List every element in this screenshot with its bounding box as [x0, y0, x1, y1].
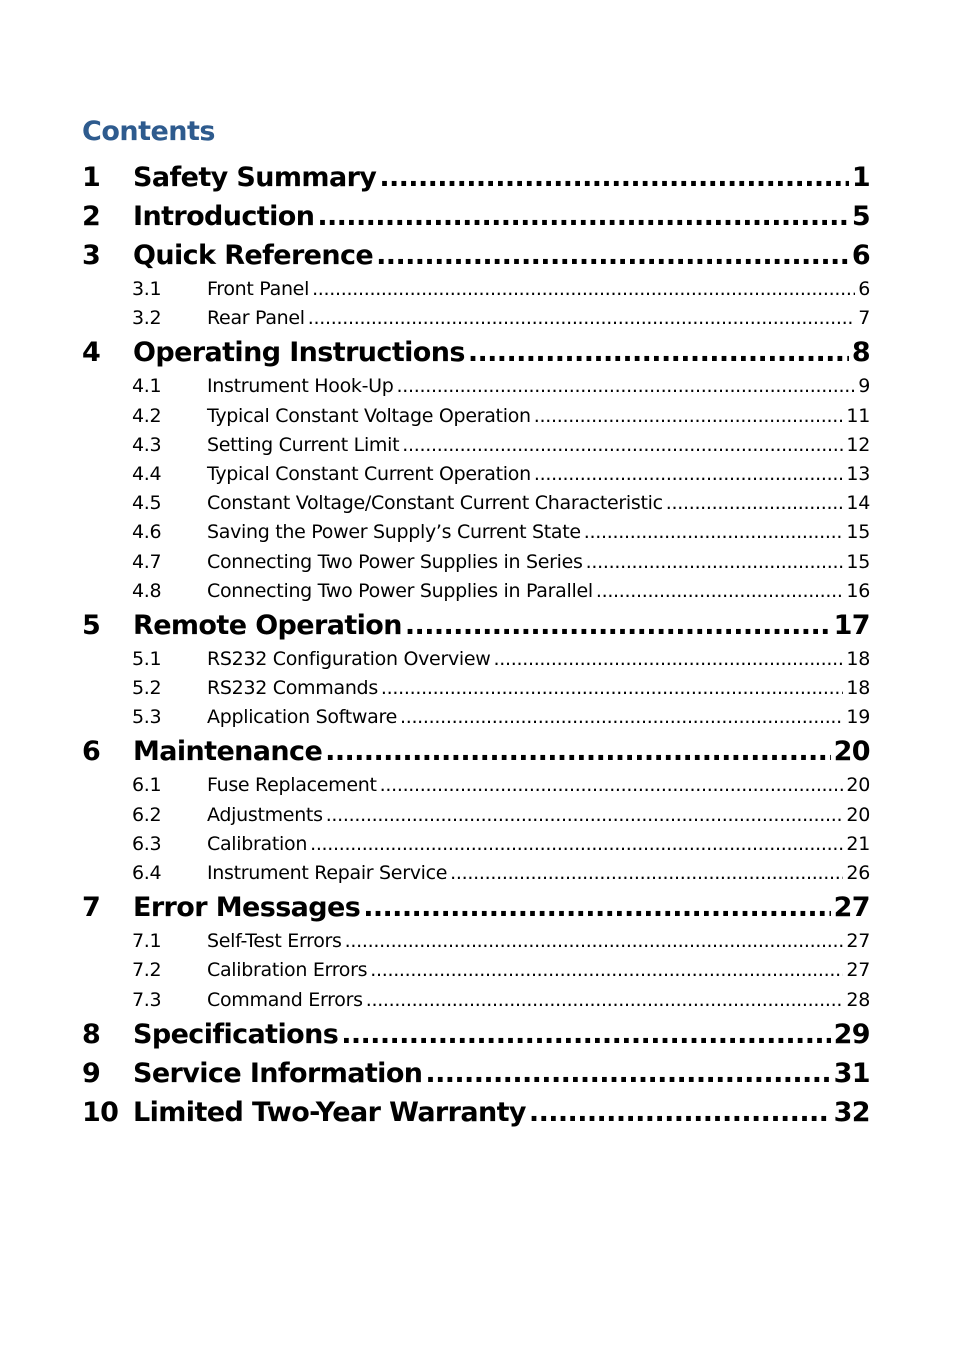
- toc-entry-number: 5.1: [132, 647, 162, 670]
- toc-entry-title: Application Software: [207, 706, 397, 729]
- toc-chapter-entry[interactable]: [82, 197, 870, 236]
- toc-entry-number: 5.3: [132, 706, 162, 729]
- dot-leader: [326, 801, 844, 830]
- toc-entry-page-number: 27: [846, 959, 870, 982]
- toc-entry-title: Rear Panel: [207, 307, 305, 330]
- toc-entry-number: 7.3: [132, 988, 162, 1011]
- toc-entry-page-number: 11: [846, 404, 870, 427]
- toc-entry-number: 4.3: [132, 433, 162, 456]
- toc-entry-page-number: 12: [846, 433, 870, 456]
- toc-entry-number: 6.3: [132, 832, 162, 855]
- toc-entry-page-number: 31: [833, 1057, 870, 1089]
- contents-heading: Contents: [82, 116, 216, 147]
- dot-leader: [317, 197, 848, 236]
- dot-leader: [366, 986, 844, 1015]
- toc-entry-number: 5: [82, 609, 101, 641]
- dot-leader: [308, 304, 855, 333]
- toc-section-entry[interactable]: [82, 771, 870, 800]
- toc-entry-page-number: 8: [851, 337, 870, 369]
- toc-section-entry[interactable]: [82, 674, 870, 703]
- toc-entry-title: Instrument Repair Service: [207, 862, 448, 884]
- toc-section-entry[interactable]: [82, 986, 870, 1015]
- toc-entry-number: 4.7: [132, 550, 162, 573]
- toc-entry-title: Service Information: [133, 1057, 423, 1089]
- dot-leader: [529, 1093, 831, 1132]
- dot-leader: [312, 275, 855, 304]
- toc-entry-number: 7.2: [132, 959, 162, 982]
- toc-entry-title: Connecting Two Power Supplies in Parallel: [207, 579, 593, 602]
- toc-section-entry[interactable]: [82, 402, 870, 431]
- toc-entry-number: 1: [82, 162, 101, 193]
- toc-entry-title: Constant Voltage/Constant Current Characteristic: [207, 492, 663, 515]
- toc-section-entry[interactable]: [82, 859, 870, 888]
- toc-chapter-entry[interactable]: [82, 1054, 870, 1093]
- toc-entry-number: 6.1: [132, 774, 162, 797]
- toc-chapter-entry[interactable]: [82, 1093, 870, 1132]
- toc-entry-number: 4.2: [132, 404, 162, 427]
- toc-entry-title: Typical Constant Voltage Operation: [207, 404, 531, 427]
- toc-entry-title: Remote Operation: [133, 609, 402, 641]
- toc-entry-title: RS232 Commands: [207, 677, 378, 700]
- toc-entry-number: 7.1: [132, 930, 162, 953]
- toc-entry-title: Connecting Two Power Supplies in Series: [207, 550, 583, 573]
- toc-entry-page-number: 27: [833, 892, 870, 924]
- toc-section-entry[interactable]: [82, 956, 870, 985]
- toc-entry-page-number: 13: [846, 462, 870, 485]
- toc-entry-title: Command Errors: [207, 988, 363, 1011]
- toc-entry-number: 4.6: [132, 521, 162, 544]
- toc-entry-page-number: 14: [846, 492, 870, 515]
- toc-section-entry[interactable]: [82, 927, 870, 956]
- toc-entry-title: Typical Constant Current Operation: [207, 462, 531, 485]
- dot-leader: [584, 518, 844, 547]
- toc-entry-page-number: 21: [846, 832, 870, 855]
- dot-leader: [370, 956, 843, 985]
- toc-entry-page-number: 6: [858, 278, 870, 300]
- dot-leader: [376, 236, 849, 275]
- toc-chapter-entry[interactable]: [82, 158, 870, 197]
- toc-section-entry[interactable]: [82, 645, 870, 674]
- toc-entry-number: 6: [82, 736, 101, 768]
- toc-entry-page-number: 1: [851, 162, 870, 193]
- toc-section-entry[interactable]: [82, 830, 870, 859]
- toc-section-entry[interactable]: [82, 304, 870, 333]
- toc-entry-number: 4: [82, 337, 101, 369]
- toc-entry-title: Saving the Power Supply’s Current State: [207, 521, 581, 544]
- dot-leader: [400, 703, 843, 732]
- dot-leader: [325, 732, 830, 771]
- toc-entry-page-number: 7: [858, 307, 870, 330]
- toc-entry-number: 4.4: [132, 462, 162, 485]
- toc-entry-title: Instrument Hook-Up: [207, 375, 394, 398]
- toc-entry-title: Setting Current Limit: [207, 433, 400, 456]
- dot-leader: [379, 158, 849, 197]
- toc-entry-page-number: 20: [833, 736, 870, 768]
- toc-entry-number: 4.5: [132, 492, 162, 515]
- dot-leader: [534, 402, 844, 431]
- dot-leader: [586, 548, 844, 577]
- toc-entry-page-number: 19: [846, 706, 870, 729]
- dot-leader: [380, 771, 844, 800]
- dot-leader: [596, 577, 844, 606]
- toc-section-entry[interactable]: [82, 489, 870, 518]
- toc-section-entry[interactable]: [82, 801, 870, 830]
- toc-section-entry[interactable]: [82, 548, 870, 577]
- toc-chapter-entry[interactable]: [82, 333, 870, 372]
- toc-entry-title: Specifications: [133, 1018, 339, 1050]
- toc-entry-title: RS232 Configuration Overview: [207, 647, 491, 670]
- dot-leader: [534, 460, 844, 489]
- toc-section-entry[interactable]: [82, 460, 870, 489]
- toc-entry-title: Front Panel: [207, 278, 310, 300]
- dot-leader: [402, 431, 843, 460]
- toc-entry-number: 9: [82, 1057, 101, 1089]
- toc-entry-page-number: 18: [846, 647, 870, 670]
- toc-entry-page-number: 16: [846, 579, 870, 602]
- toc-section-entry[interactable]: [82, 372, 870, 401]
- toc-entry-title: Maintenance: [133, 736, 323, 768]
- toc-chapter-entry[interactable]: [82, 888, 870, 927]
- toc-entry-number: 3.1: [132, 278, 162, 300]
- dot-leader: [345, 927, 844, 956]
- toc-section-entry[interactable]: [82, 703, 870, 732]
- toc-section-entry[interactable]: [82, 577, 870, 606]
- toc-entry-number: 10: [82, 1096, 119, 1128]
- toc-entry-title: Calibration: [207, 832, 308, 855]
- toc-entry-number: 3.2: [132, 307, 162, 330]
- toc-entry-page-number: 20: [846, 803, 870, 826]
- toc-entry-number: 6.2: [132, 803, 162, 826]
- toc-entry-title: Operating Instructions: [133, 337, 465, 369]
- toc-entry-title: Introduction: [133, 201, 315, 232]
- toc-entry-page-number: 15: [846, 550, 870, 573]
- toc-entry-number: 4.8: [132, 579, 162, 602]
- table-of-contents: [82, 158, 870, 1132]
- dot-leader: [468, 333, 849, 372]
- toc-entry-number: 3: [82, 240, 101, 271]
- toc-entry-title: Fuse Replacement: [207, 774, 377, 797]
- toc-entry-page-number: 32: [833, 1096, 870, 1128]
- toc-entry-page-number: 18: [846, 677, 870, 700]
- dot-leader: [341, 1015, 830, 1054]
- toc-entry-page-number: 15: [846, 521, 870, 544]
- toc-entry-number: 6.4: [132, 862, 162, 884]
- toc-chapter-entry[interactable]: [82, 606, 870, 645]
- toc-entry-page-number: 6: [851, 240, 870, 271]
- toc-entry-number: 7: [82, 892, 101, 924]
- dot-leader: [450, 859, 843, 888]
- toc-entry-title: Self-Test Errors: [207, 930, 342, 953]
- toc-section-entry[interactable]: [82, 275, 870, 304]
- toc-entry-page-number: 9: [858, 375, 870, 398]
- dot-leader: [666, 489, 844, 518]
- toc-entry-title: Quick Reference: [133, 240, 374, 271]
- dot-leader: [310, 830, 843, 859]
- toc-section-entry[interactable]: [82, 431, 870, 460]
- toc-chapter-entry[interactable]: [82, 236, 870, 275]
- toc-entry-page-number: 26: [846, 862, 870, 884]
- dot-leader: [405, 606, 831, 645]
- toc-entry-title: Error Messages: [133, 892, 361, 924]
- toc-entry-number: 8: [82, 1018, 101, 1050]
- toc-entry-page-number: 20: [846, 774, 870, 797]
- toc-entry-title: Limited Two-Year Warranty: [133, 1096, 526, 1128]
- toc-entry-page-number: 27: [846, 930, 870, 953]
- toc-entry-number: 5.2: [132, 677, 162, 700]
- toc-entry-page-number: 28: [846, 988, 870, 1011]
- toc-entry-page-number: 17: [833, 609, 870, 641]
- toc-entry-number: 4.1: [132, 375, 162, 398]
- toc-entry-title: Safety Summary: [133, 162, 377, 193]
- dot-leader: [381, 674, 844, 703]
- dot-leader: [494, 645, 844, 674]
- toc-section-entry[interactable]: [82, 518, 870, 547]
- toc-entry-title: Adjustments: [207, 803, 323, 826]
- toc-chapter-entry[interactable]: [82, 1015, 870, 1054]
- toc-entry-page-number: 29: [833, 1018, 870, 1050]
- dot-leader: [425, 1054, 830, 1093]
- dot-leader: [397, 372, 856, 401]
- toc-entry-page-number: 5: [851, 201, 870, 232]
- toc-entry-number: 2: [82, 201, 101, 232]
- dot-leader: [363, 888, 830, 927]
- toc-chapter-entry[interactable]: [82, 732, 870, 771]
- toc-entry-title: Calibration Errors: [207, 959, 368, 982]
